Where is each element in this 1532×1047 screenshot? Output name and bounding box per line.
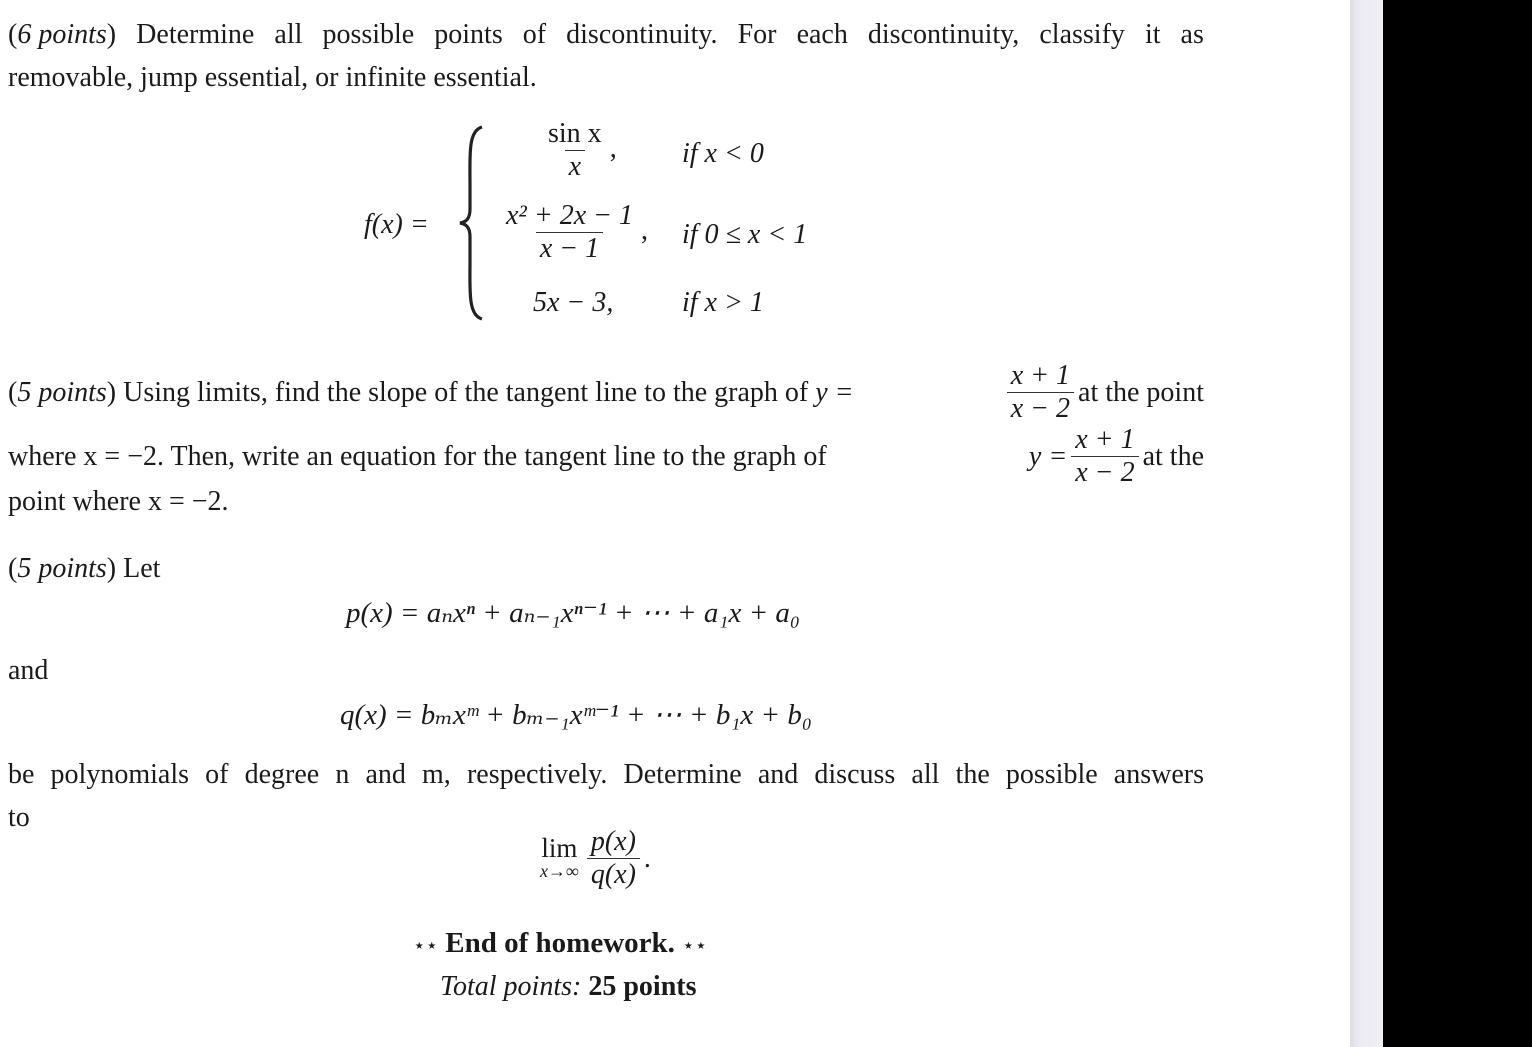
- q-polynomial-equation: q(x) = bₘxᵐ + bₘ₋₁xᵐ⁻¹ + ⋯ + b₁x + b₀: [340, 699, 812, 731]
- function-label: f(x) =: [364, 209, 429, 240]
- total-points: Total points: 25 points: [440, 971, 697, 1002]
- outside-area: [1383, 0, 1532, 1047]
- stars-right-icon: ⋆⋆: [682, 935, 708, 957]
- case-3-condition: if x > 1: [682, 287, 764, 318]
- stars-left-icon: ⋆⋆: [413, 935, 439, 957]
- end-of-homework: ⋆⋆ End of homework. ⋆⋆: [413, 927, 708, 959]
- case-2-condition: if 0 ≤ x < 1: [682, 219, 808, 250]
- q1-line-2: removable, jump essential, or infinite essential.: [8, 62, 537, 93]
- case-1-expr: $\frac{\text{sin x}}{x}$ ,: [548, 118, 617, 183]
- and-text: and: [8, 655, 49, 686]
- p-polynomial-equation: p(x) = aₙxⁿ + aₙ₋₁xⁿ⁻¹ + ⋯ + a₁x + a₀: [346, 597, 800, 629]
- case-2-expr: $\frac{\text{x² + 2x − 1}}{x - 1}$ ,: [506, 200, 649, 265]
- q2-line-2: where x = −2. Then, write an equation for the tangent line to the graph of y = $\frac{x + 1}{x - 2}$ at the: [8, 424, 1204, 489]
- q3-line-1: (5 points) Let: [8, 553, 161, 584]
- q3-points: 5 points: [17, 553, 107, 584]
- left-brace-icon: [458, 125, 486, 321]
- q1-line-1: (6 points) Determine all possible points of discontinuity. For each discontinuity, classify it as: [8, 19, 1204, 50]
- scrollbar-track[interactable]: [1350, 0, 1383, 1047]
- to-text: to: [8, 802, 30, 833]
- q2-line-1: (5 points) Using limits, find the slope of the tangent line to the graph of y = $\frac{x + 1}{x - 2}$ at the point: [8, 360, 1204, 425]
- q3-statement: be polynomials of degree n and m, respectively. Determine and discuss all the possible answers: [8, 759, 1204, 790]
- limit-expression: lim x→∞ $\frac{p(x)}{q(x)}$ .: [540, 826, 651, 891]
- case-1-condition: if x < 0: [682, 138, 764, 169]
- q2-line-3: point where x = −2.: [8, 486, 229, 517]
- q1-points: 6 points: [17, 19, 107, 50]
- case-3-expr: 5x − 3,: [533, 287, 614, 318]
- q2-points: 5 points: [17, 376, 107, 408]
- q2-fraction-1: $\frac{x + 1}{x - 2}$: [1007, 360, 1074, 425]
- q2-fraction-2: $\frac{x + 1}{x - 2}$: [1071, 424, 1138, 489]
